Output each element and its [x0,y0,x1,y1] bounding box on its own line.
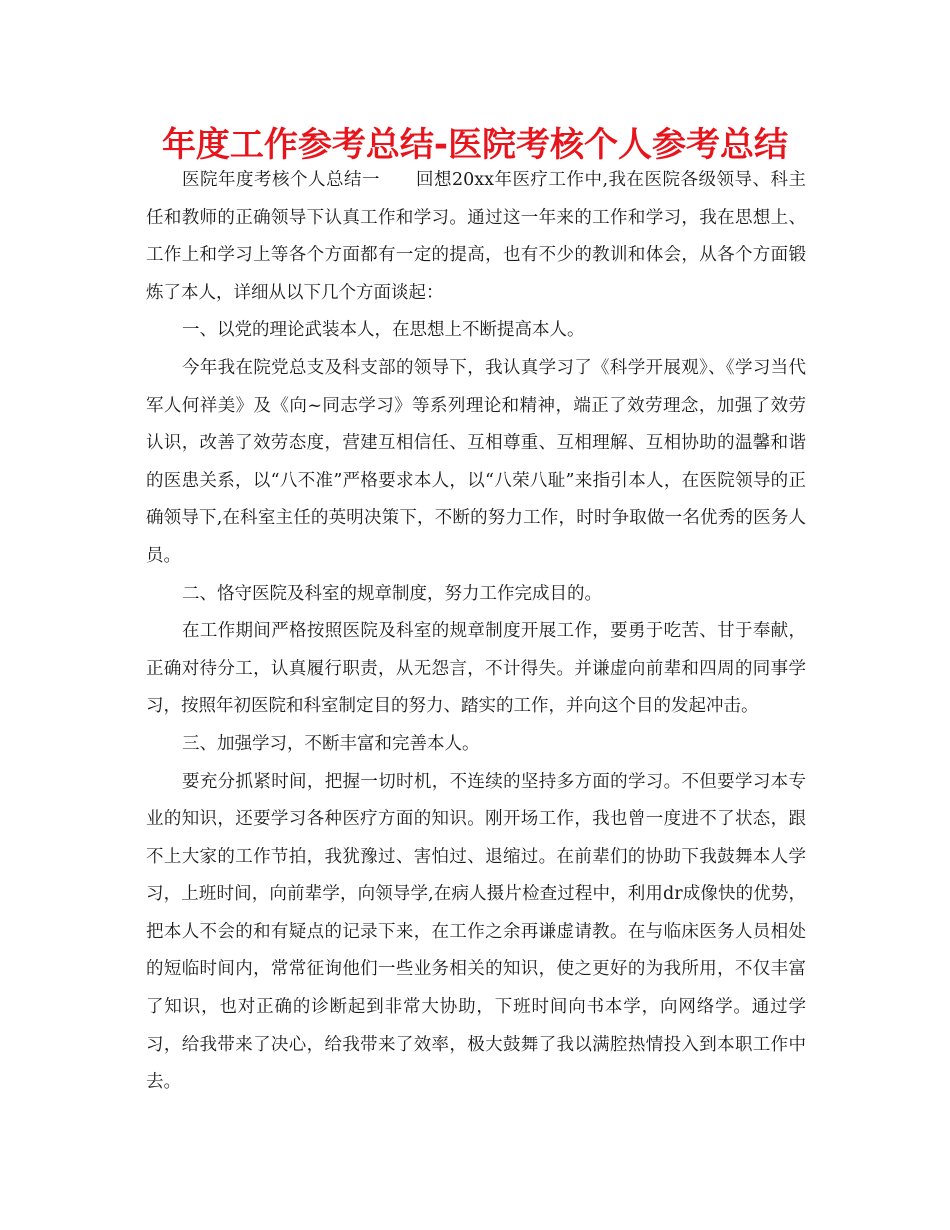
document-body [146,162,806,1102]
section-heading-2: 二、恪守医院及科室的规章制度，努力工作完成目的。 [182,583,602,604]
section-heading-1: 一、以党的理论武装本人，在思想上不断提高本人。 [182,320,585,341]
paragraph-section-3: 要充分抓紧时间，把握一切时机，不连续的坚持多方面的学习。不但要学习本专业的知识，还要学习各种医疗方面的知识。刚开场工作，我也曾一度进不了状态，跟不上大家的工作节拍，我犹豫过、害怕过、退缩过。在前辈们的协助下我鼓舞本人学习，上班时间，向前辈学，向领导学,在病人摄片检查过程中，利用dr成像快的优势，把本人不会的和有疑点的记录下来，在工作之余再谦虚请教。在与临床医务人员相处的短临时间内，常常征询他们一些业务相关的知识，使之更好的为我所用，不仅丰富了知识，也对正确的诊断起到非常大协助，下班时间向书本学，向网络学。通过学习，给我带来了决心，给我带来了效率，极大鼓舞了我以满腔热情投入到本职工作中去。 [146,771,806,1093]
paragraph-intro: 医院年度考核个人总结一 回想20xx年医疗工作中,我在医院各级领导、科主任和教师的正确领导下认真工作和学习。通过这一年来的工作和学习，我在思想上、工作上和学习上等各个方面都有一定的提高，也有不少的教训和体会，从各个方面锻炼了本人，详细从以下几个方面谈起： [146,170,806,303]
document-title: 年度工作参考总结-医院考核个人参考总结 [161,125,789,165]
section-heading-3: 三、加强学习，不断丰富和完善本人。 [182,733,480,754]
paragraph-section-2: 在工作期间严格按照医院及科室的规章制度开展工作，要勇于吃苦、甘于奉献，正确对待分工，认真履行职责，从无怨言，不计得失。并谦虚向前辈和四周的同事学习，按照年初医院和科室制定目的努力、踏实的工作，并向这个目的发起冲击。 [146,621,806,717]
paragraph-section-1: 今年我在院党总支及科支部的领导下，我认真学习了《科学开展观》、《学习当代军人何祥美》及《向~同志学习》等系列理论和精神，端正了效劳理念，加强了效劳认识，改善了效劳态度，营建互相信任、互相尊重、互相理解、互相协助的温馨和谐的医患关系，以“八不准”严格要求本人，以“八荣八耻”来指引本人，在医院领导的正确领导下,在科室主任的英明决策下，不断的努力工作，时时争取做一名优秀的医务人员。 [146,357,806,566]
